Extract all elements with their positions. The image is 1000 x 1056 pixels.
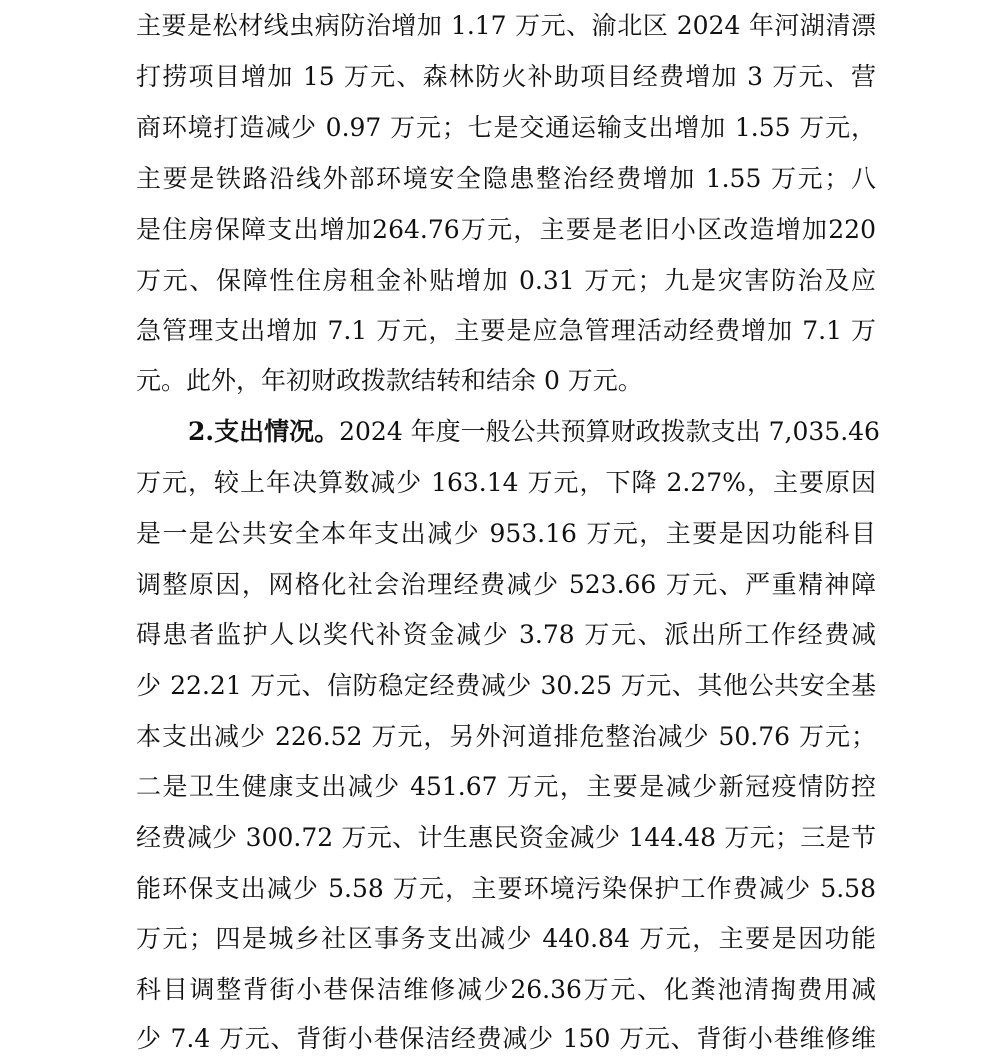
paragraph-line: 碍患者监护人以奖代补资金减少 3.78 万元、派出所工作经费减 <box>136 620 876 649</box>
paragraph-line: 是一是公共安全本年支出减少 953.16 万元，主要是因功能科目 <box>136 519 876 548</box>
paragraph-line: 科目调整背街小巷保洁维修减少26.36万元、化粪池清掏费用减 <box>136 975 876 1004</box>
paragraph-line: 打捞项目增加 15 万元、森林防火补助项目经费增加 3 万元、营 <box>136 62 876 91</box>
section-first-line <box>188 412 880 452</box>
paragraph-line: 少 7.4 万元、背街小巷保洁经费减少 150 万元、背街小巷维修维 <box>136 1024 876 1053</box>
paragraph-line: 万元，较上年决算数减少 163.14 万元，下降 2.27%，主要原因 <box>136 468 876 497</box>
section-heading: 2.支出情况。 <box>188 417 340 446</box>
paragraph-line: 少 22.21 万元、信防稳定经费减少 30.25 万元、其他公共安全基 <box>136 671 876 700</box>
paragraph-line: 主要是松材线虫病防治增加 1.17 万元、渝北区 2024 年河湖清漂 <box>136 11 876 40</box>
paragraph-line: 调整原因，网格化社会治理经费减少 523.66 万元、严重精神障 <box>136 570 876 599</box>
paragraph-line: 二是卫生健康支出减少 451.67 万元，主要是减少新冠疫情防控 <box>136 772 876 801</box>
paragraph-line: 主要是铁路沿线外部环境安全隐患整治经费增加 1.55 万元；八 <box>136 164 876 193</box>
paragraph-line: 万元、保障性住房租金补贴增加 0.31 万元；九是灾害防治及应 <box>136 266 876 295</box>
paragraph-line: 是住房保障支出增加264.76万元，主要是老旧小区改造增加220 <box>136 215 876 244</box>
paragraph-line: 能环保支出减少 5.58 万元，主要环境污染保护工作费减少 5.58 <box>136 874 876 903</box>
paragraph-line: 本支出减少 226.52 万元，另外河道排危整治减少 50.76 万元； <box>136 722 876 751</box>
section-first-line-text: 2024 年度一般公共预算财政拨款支出 7,035.46 <box>339 417 880 446</box>
paragraph-line: 商环境打造减少 0.97 万元；七是交通运输支出增加 1.55 万元， <box>136 113 876 142</box>
paragraph-line: 元。此外，年初财政拨款结转和结余 0 万元。 <box>136 366 643 395</box>
paragraph-line: 万元；四是城乡社区事务支出减少 440.84 万元，主要是因功能 <box>136 924 876 953</box>
paragraph-line: 急管理支出增加 7.1 万元，主要是应急管理活动经费增加 7.1 万 <box>136 316 876 345</box>
paragraph-line: 经费减少 300.72 万元、计生惠民资金减少 144.48 万元；三是节 <box>136 823 876 852</box>
